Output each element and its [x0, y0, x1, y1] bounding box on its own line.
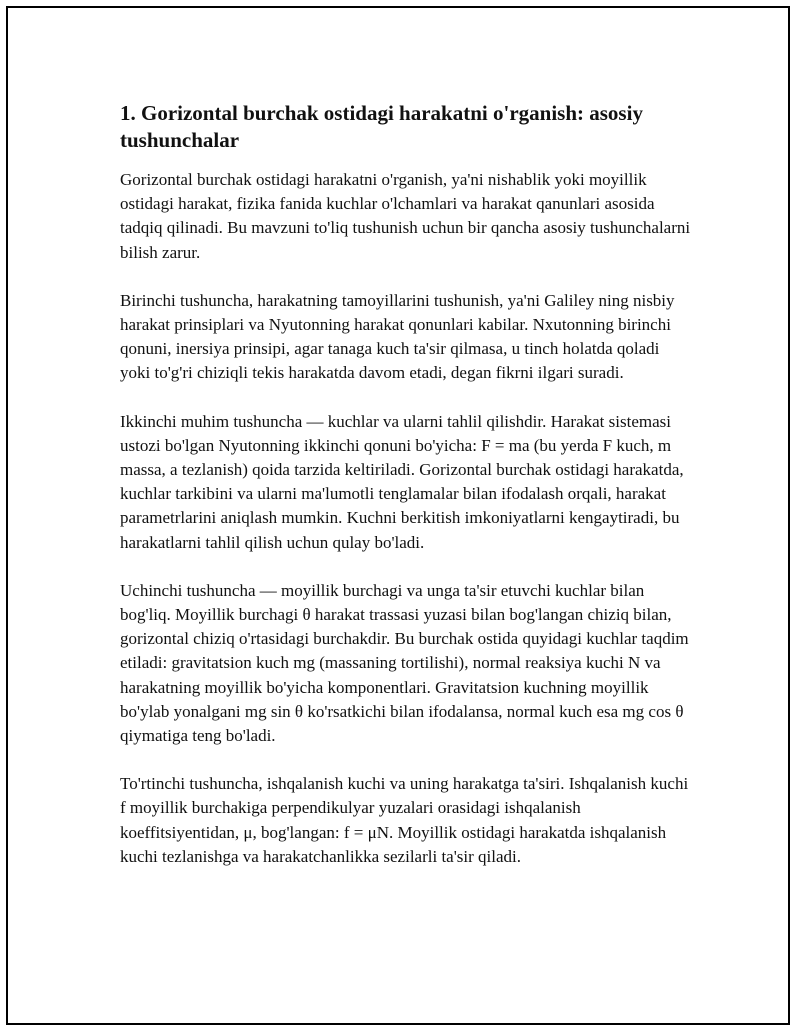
paragraph-5: To'rtinchi tushuncha, ishqalanish kuchi va uning harakatga ta'siri. Ishqalanish kuchi f moyillik burchakiga perpendikulyar yuzalari orasidagi ishqalanish koeffitsiyentidan, μ, bog'langan: f = μN. Moyillik ostidagi harakatda ishqalanish kuchi tezlanishga va harakatchanlikka sezilarli ta'sir qiladi. — [120, 774, 689, 866]
paragraph-4: Uchinchi tushuncha — moyillik burchagi va unga ta'sir etuvchi kuchlar bilan bog'liq. Moyillik burchagi θ harakat trassasi yuzasi bilan bog'langan chiziq bilan, gorizontal chiziq o'rtasidagi burchakdir. Bu burchak ostida quyidagi kuchlar taqdim etiladi: gravitatsion kuch mg (massaning tortilishi), normal reaksiya kuchi N va harakatning moyillik bo'yicha komponentlari. Gravitatsion kuchning moyillik bo'ylab yonalgani mg sin θ ko'rsatkichi bilan ifodalansa, normal kuch esa mg cos θ qiymatiga teng bo'ladi. — [120, 580, 689, 746]
section-heading: 1. Gorizontal burchak ostidagi harakatni o'rganish: asosiy tushunchalar — [120, 101, 643, 152]
paragraph-2: Birinchi tushuncha, harakatning tamoyillarini tushunish, ya'ni Galiley ning nisbiy harakat prinsiplari va Nyutonning harakat qonunlari kabilar. Nxutonning birinchi qonuni, inersiya prinsipi, agar tanaga kuch ta'sir qilmasa, u tinch holatda qoladi yoki to'g'ri chiziqli tekis harakatda davom etadi, degan fikrni ilgari suradi. — [120, 290, 675, 383]
document-body — [120, 100, 692, 893]
paragraph-1: Gorizontal burchak ostidagi harakatni o'rganish, ya'ni nishablik yoki moyillik ostidagi harakat, fizika fanida kuchlar o'lchamlari va harakat qanunlari asosida tadqiq qilinadi. Bu mavzuni to'liq tushunish uchun bir qancha asosiy tushunchalarni bilish zarur. — [120, 170, 691, 262]
paragraph-3: Ikkinchi muhim tushuncha — kuchlar va ularni tahlil qilishdir. Harakat sistemasi ustozi bo'lgan Nyutonning ikkinchi qonuni bo'yicha: F = ma (bu yerda F kuch, m massa, a tezlanish) qoida tarzida keltiriladi. Gorizontal burchak ostidagi harakatda, kuchlar tarkibini va ularni ma'lumotli tenglamalar bilan ifodalash orqali, harakat parametrlarini aniqlash mumkin. Kuchni berkitish imkoniyatlarni kengaytiradi, bu harakatlarni tahlil qilish uchun qulay bo'ladi. — [120, 411, 684, 552]
document-page — [6, 6, 790, 1025]
